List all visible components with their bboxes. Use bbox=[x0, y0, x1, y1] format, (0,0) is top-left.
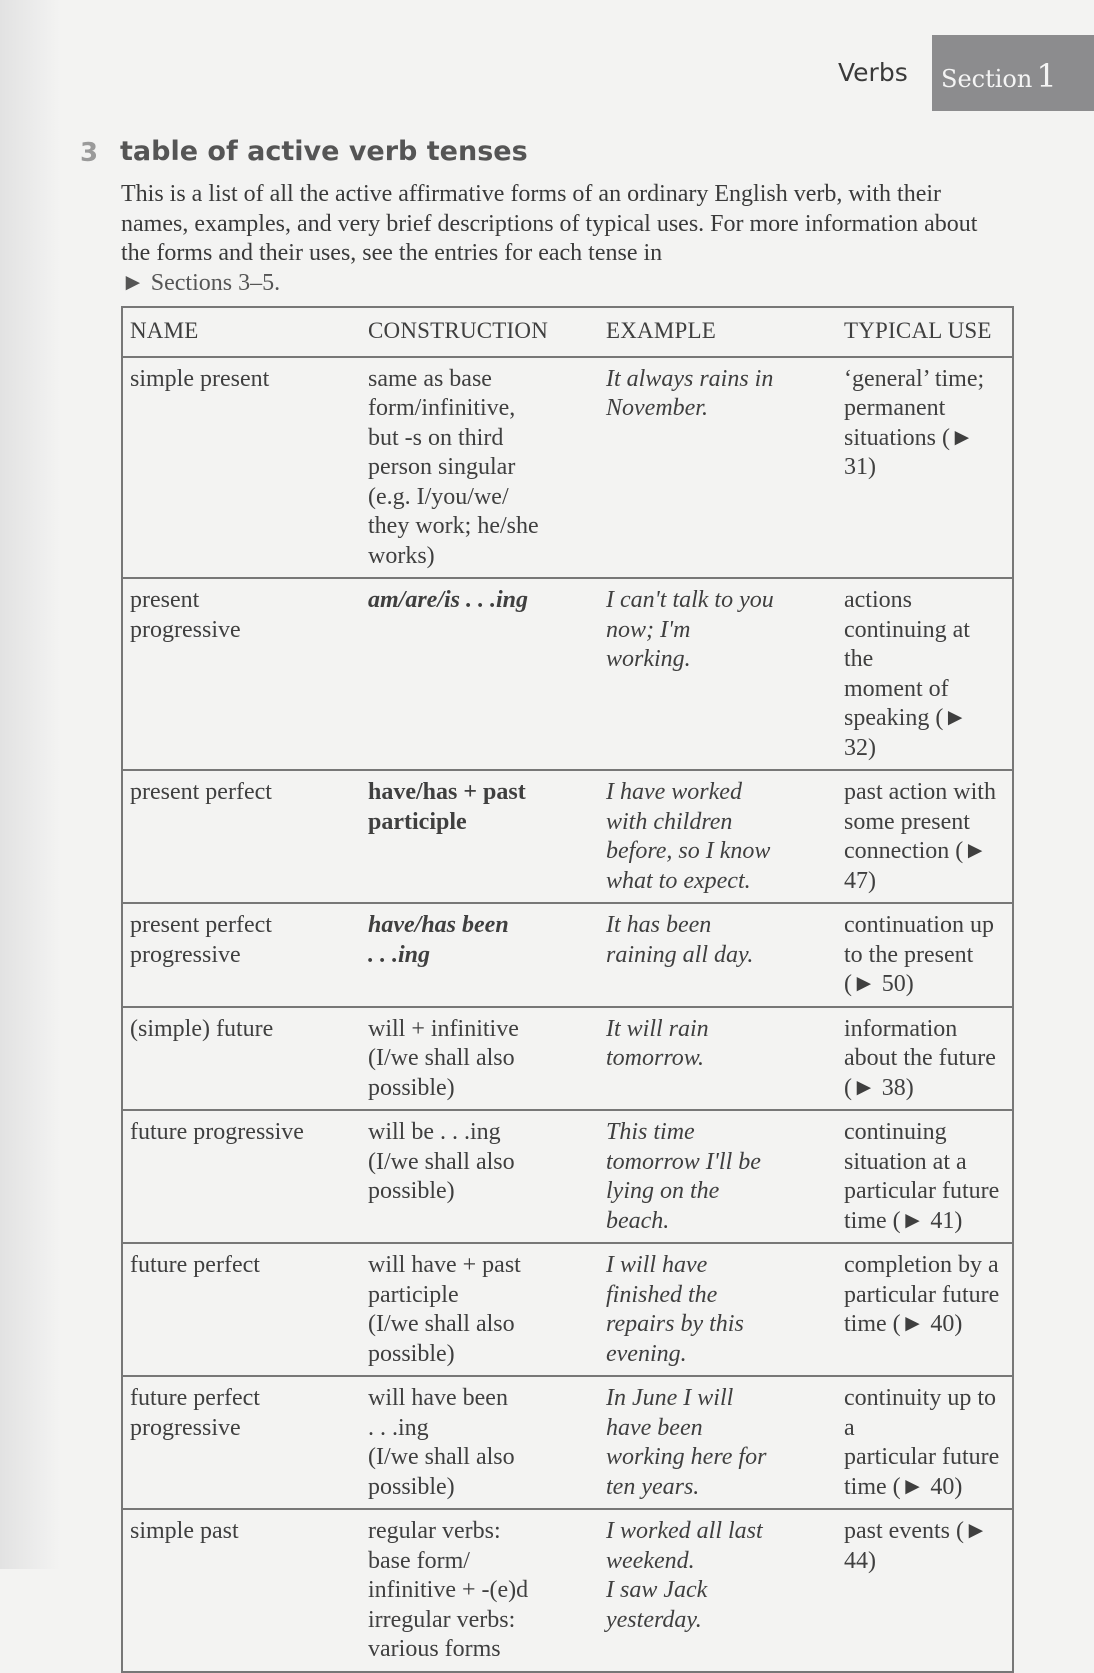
tense-name: future progressive bbox=[122, 1110, 361, 1243]
table-row bbox=[122, 1376, 1013, 1509]
tense-typical-use: information about the future (► 38) bbox=[837, 1007, 1013, 1111]
tense-typical-use: past action with some present connection (► 47) bbox=[837, 770, 1013, 903]
tense-typical-use: continuing situation at a particular future time (► 41) bbox=[837, 1110, 1013, 1243]
table-row bbox=[122, 1110, 1013, 1243]
tense-example: I will have finished the repairs by this evening. bbox=[599, 1243, 837, 1376]
table-row bbox=[122, 770, 1013, 903]
tense-construction: regular verbs: base form/ infinitive + -(e)d irregular verbs: various forms bbox=[361, 1509, 599, 1672]
column-header-name: NAME bbox=[122, 307, 361, 357]
tense-construction: will be . . .ing (I/we shall also possible) bbox=[361, 1110, 599, 1243]
section-tab-number: 1 bbox=[1036, 57, 1057, 95]
verb-tenses-table bbox=[121, 306, 1014, 1673]
tense-construction: have/has been . . .ing bbox=[361, 903, 599, 1007]
tense-typical-use: continuity up to a particular future time (► 40) bbox=[837, 1376, 1013, 1509]
tense-name: future perfect bbox=[122, 1243, 361, 1376]
table-row bbox=[122, 578, 1013, 770]
section-tab bbox=[932, 35, 1094, 111]
tense-construction: will have + past participle (I/we shall also possible) bbox=[361, 1243, 599, 1376]
running-title: Verbs bbox=[838, 58, 908, 87]
tense-name: present perfect progressive bbox=[122, 903, 361, 1007]
tense-name: simple present bbox=[122, 357, 361, 579]
tense-construction: will have been . . .ing (I/we shall also possible) bbox=[361, 1376, 599, 1509]
tense-construction: am/are/is . . .ing bbox=[361, 578, 599, 770]
entry-number: 3 bbox=[80, 138, 99, 168]
tense-example: In June I will have been working here for ten years. bbox=[599, 1376, 837, 1509]
tense-typical-use: past events (► 44) bbox=[837, 1509, 1013, 1672]
table-row bbox=[122, 357, 1013, 579]
tense-typical-use: ‘general’ time; permanent situations (► 31) bbox=[837, 357, 1013, 579]
page-gutter-shade bbox=[0, 0, 60, 1569]
tense-example: It will rain tomorrow. bbox=[599, 1007, 837, 1111]
section-tab-label: Section bbox=[941, 65, 1033, 93]
table-header-row bbox=[122, 307, 1013, 357]
table-row bbox=[122, 1509, 1013, 1672]
tense-example: It has been raining all day. bbox=[599, 903, 837, 1007]
column-header-typical-use: TYPICAL USE bbox=[837, 307, 1013, 357]
tense-typical-use: actions continuing at the moment of speaking (► 32) bbox=[837, 578, 1013, 770]
tense-example: It always rains in November. bbox=[599, 357, 837, 579]
cross-reference-link[interactable]: ► Sections 3–5. bbox=[121, 269, 281, 296]
table-row bbox=[122, 1243, 1013, 1376]
column-header-example: EXAMPLE bbox=[599, 307, 837, 357]
tense-name: (simple) future bbox=[122, 1007, 361, 1111]
table-row bbox=[122, 1007, 1013, 1111]
tense-example: I have worked with children before, so I know what to expect. bbox=[599, 770, 837, 903]
tense-example: I worked all last weekend. I saw Jack yesterday. bbox=[599, 1509, 837, 1672]
column-header-construction: CONSTRUCTION bbox=[361, 307, 599, 357]
entry-intro bbox=[121, 180, 1001, 298]
tense-name: present progressive bbox=[122, 578, 361, 770]
tense-typical-use: completion by a particular future time (► 40) bbox=[837, 1243, 1013, 1376]
tense-construction: have/has + past participle bbox=[361, 770, 599, 903]
tense-construction: same as base form/infinitive, but -s on third person singular (e.g. I/you/we/ they work; he/she works) bbox=[361, 357, 599, 579]
table-row bbox=[122, 903, 1013, 1007]
entry-title: table of active verb tenses bbox=[120, 136, 528, 167]
tense-example: This time tomorrow I'll be lying on the beach. bbox=[599, 1110, 837, 1243]
entry-intro-text: This is a list of all the active affirmative forms of an ordinary English verb, with their names, examples, and very brief descriptions of typical uses. For more information about the forms and their uses, see the entries for each tense in bbox=[121, 181, 978, 266]
tense-construction: will + infinitive (I/we shall also possible) bbox=[361, 1007, 599, 1111]
tense-name: simple past bbox=[122, 1509, 361, 1672]
tense-name: present perfect bbox=[122, 770, 361, 903]
tense-typical-use: continuation up to the present (► 50) bbox=[837, 903, 1013, 1007]
tense-name: future perfect progressive bbox=[122, 1376, 361, 1509]
tense-example: I can't talk to you now; I'm working. bbox=[599, 578, 837, 770]
